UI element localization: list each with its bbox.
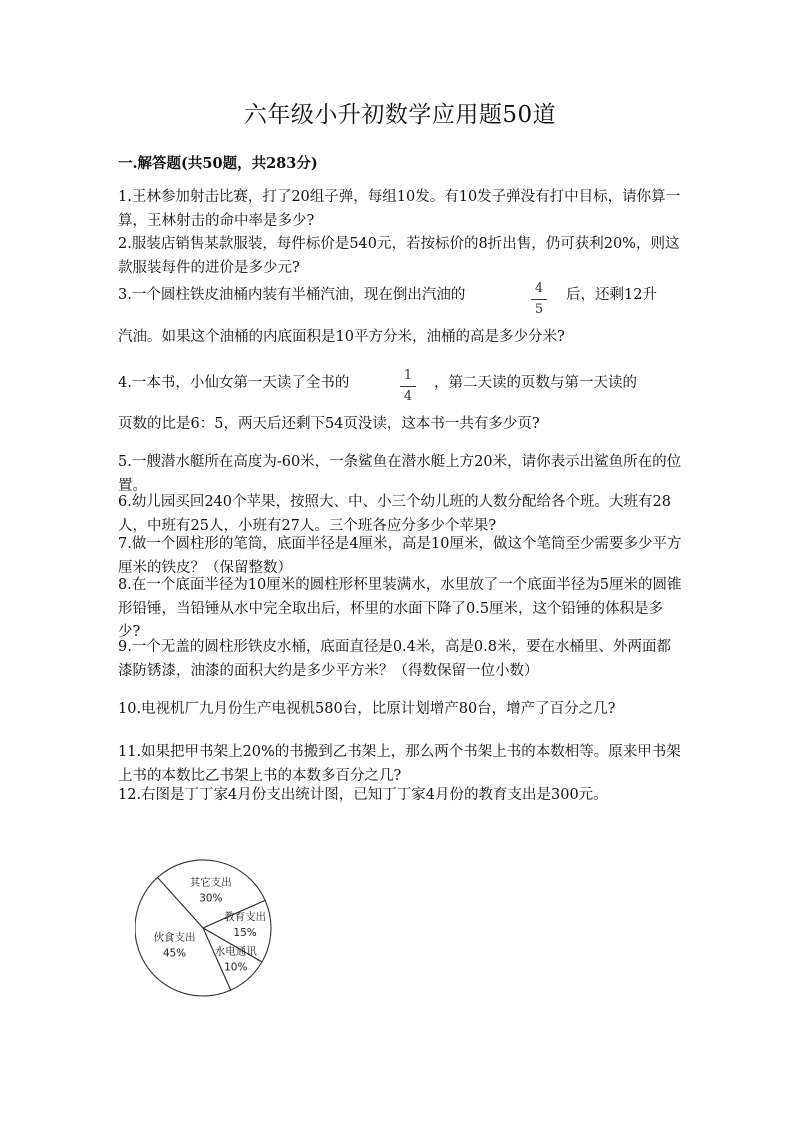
question-2: 2.服装店销售某款服装，每件标价是540元，若按标价的8折出售，仍可获利20%，则这款服装每件的进价是多少元?	[118, 236, 680, 276]
question-8: 8.在一个底面半径为10厘米的圆柱形杯里装满水，水里放了一个底面半径为5厘米的圆锥形铅锤，当铅锤从水中完全取出后，杯里的水面下降了0.5厘米，这个铅锤的体积是多少?	[118, 577, 682, 641]
fraction-four-fifths	[530, 281, 548, 318]
question-6: 6.幼儿园买回240个苹果，按照大、中、小三个幼儿班的人数分配给各个班。大班有28人，中班有25人，小班有27人。三个班各应分多少个苹果?	[118, 494, 671, 534]
pie-slice-label: 其它支出	[189, 876, 232, 889]
fraction-numerator: 4	[534, 281, 544, 296]
pie-slice-label: 伙食支出	[153, 931, 196, 944]
question-3-part-3: 汽油。如果这个油桶的内底面积是10平方分米，油桶的高是多少分米?	[118, 329, 565, 345]
question-5: 5.一艘潜水艇所在高度为-60米，一条鲨鱼在潜水艇上方20米，请你表示出鲨鱼所在的位置。	[118, 454, 682, 494]
page-title: 六年级小升初数学应用题50道	[243, 102, 557, 128]
question-1: 1.王林参加射击比赛，打了20组子弹，每组10发。有10发子弹没有打中目标，请你算一算，王林射击的命中率是多少?	[118, 189, 681, 229]
fraction-bar	[531, 299, 547, 300]
fraction-one-quarter	[399, 368, 417, 405]
pie-slice-percent: 10%	[224, 961, 248, 974]
fraction-bar	[400, 386, 416, 387]
pie-slice-label: 水电通讯	[214, 945, 257, 958]
fraction-numerator: 1	[403, 368, 413, 383]
question-4-part-3: 页数的比是6：5，两天后还剩下54页没读，这本书一共有多少页?	[118, 416, 540, 432]
fraction-denominator: 4	[403, 389, 413, 404]
question-4-part-2: ，第二天读的页数与第一天读的	[434, 375, 637, 391]
expense-pie-chart	[135, 838, 285, 1018]
pie-slice-label: 教育支出	[224, 911, 267, 924]
section-heading: 一.解答题(共50题，共283分)	[118, 155, 318, 172]
question-3-part-2: 后，还剩12升	[566, 287, 657, 303]
question-9: 9.一个无盖的圆柱形铁皮水桶，底面直径是0.4米，高是0.8米，要在水桶里、外两面都漆防锈漆，油漆的面积大约是多少平方米？（得数保留一位小数）	[118, 639, 671, 679]
question-12: 12.右图是丁丁家4月份支出统计图，已知丁丁家4月份的教育支出是300元。	[118, 787, 608, 803]
question-4-part-1: 4.一本书，小仙女第一天读了全书的	[118, 375, 350, 391]
question-11: 11.如果把甲书架上20%的书搬到乙书架上，那么两个书架上书的本数相等。原来甲书架上书的本数比乙书架上书的本数多百分之几?	[118, 744, 681, 784]
question-3-part-1: 3.一个圆柱铁皮油桶内装有半桶汽油，现在倒出汽油的	[118, 287, 466, 303]
pie-slice-percent: 30%	[199, 892, 223, 905]
question-7: 7.做一个圆柱形的笔筒，底面半径是4厘米，高是10厘米，做这个笔筒至少需要多少平方厘米的铁皮？（保留整数）	[118, 536, 682, 576]
question-10: 10.电视机厂九月份生产电视机580台，比原计划增产80台，增产了百分之几?	[118, 701, 616, 717]
pie-slice-percent: 15%	[233, 927, 257, 940]
fraction-denominator: 5	[534, 302, 544, 317]
pie-slice-percent: 45%	[162, 947, 187, 960]
